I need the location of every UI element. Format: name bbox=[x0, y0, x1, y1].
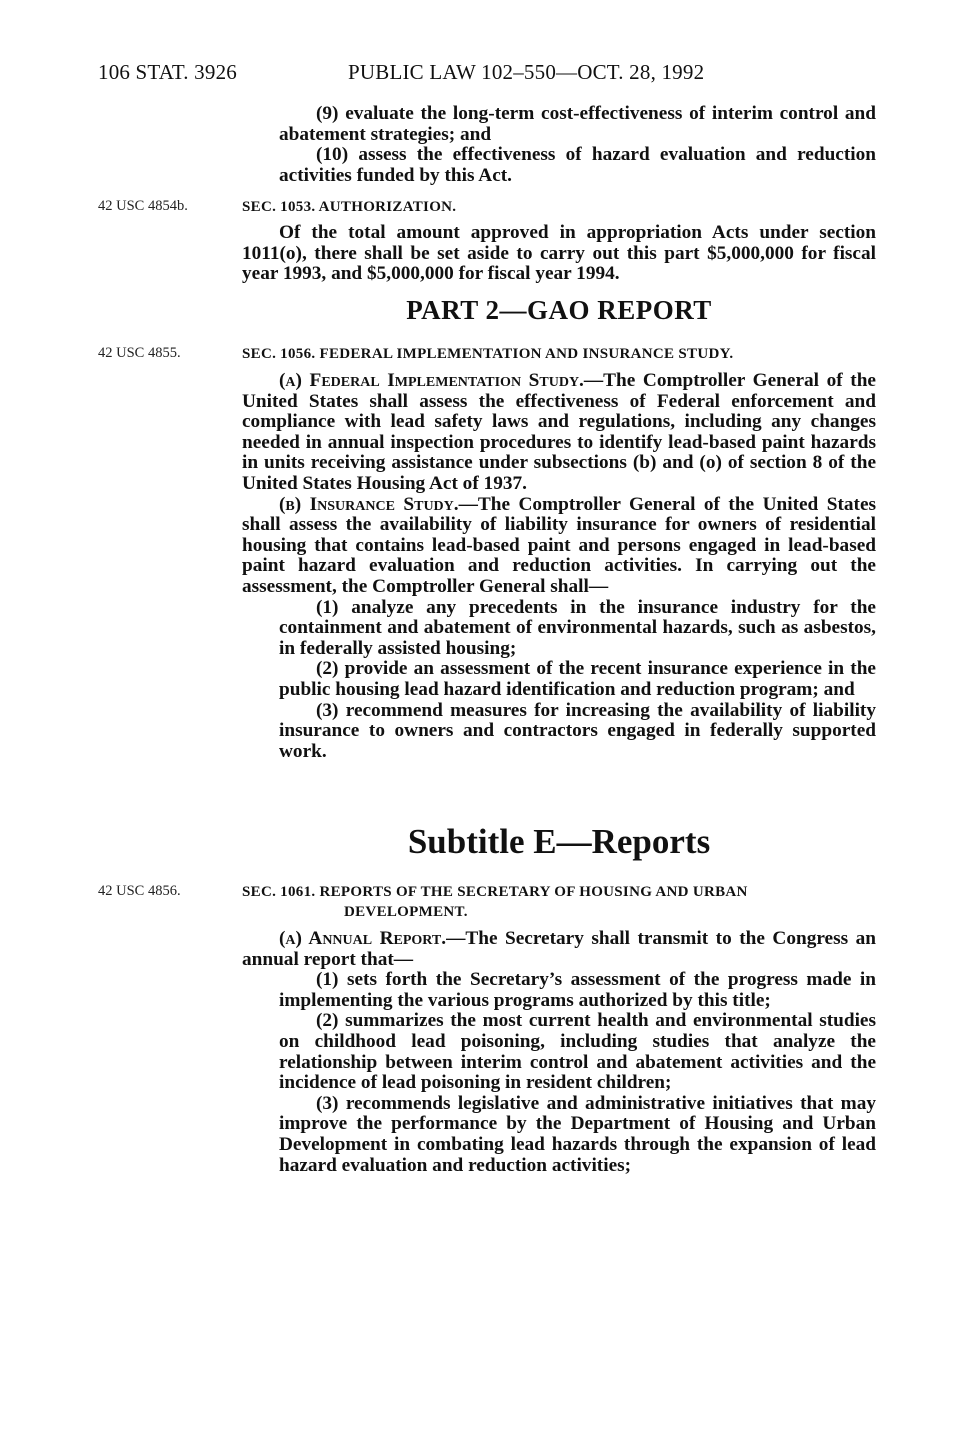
sec-1056-body bbox=[242, 371, 876, 762]
part-2-heading: PART 2—GAO REPORT bbox=[406, 295, 712, 325]
sec-1061-a-text: —The Secretary shall transmit to the Congress an annual report that— bbox=[242, 928, 876, 970]
sec-1053-body bbox=[242, 223, 876, 285]
sec-1056-item-1: (1) analyze any precedents in the insurance industry for the containment and abatement of environmental hazards, such as asbestos, in federally assisted housing; bbox=[279, 596, 876, 659]
sec-1061-a bbox=[242, 929, 876, 970]
sec-1061-heading-line1: SEC. 1061. REPORTS OF THE SECRETARY OF HOUSING AND URBAN bbox=[242, 884, 748, 900]
sec-1056-a bbox=[242, 371, 876, 495]
sec-1053-heading: SEC. 1053. AUTHORIZATION. bbox=[242, 199, 457, 215]
sec-1056-b bbox=[242, 495, 876, 598]
sec-1053-text: Of the total amount approved in appropriation Acts under section 1011(o), there shall be set aside to carry out this part $5,000,000 for fiscal year 1993, and $5,000,000 for fiscal year 1994. bbox=[242, 222, 876, 285]
running-title: PUBLIC LAW 102–550—OCT. 28, 1992 bbox=[348, 60, 705, 84]
sec-1056-heading: SEC. 1056. FEDERAL IMPLEMENTATION AND INSURANCE STUDY. bbox=[242, 346, 734, 362]
margin-note-4855: 42 USC 4855. bbox=[98, 345, 181, 361]
sec-1056-b-text: —The Comptroller General of the United States shall assess the availability of liability insurance for owners of residential housing that contains lead-based paint and persons engaged in lead-based paint hazard evaluation and reduction activities. In carrying out the assessment, the Comptroller General shall— bbox=[242, 493, 877, 597]
sec-1056-a-label: (a) Federal Implementation Study. bbox=[279, 370, 584, 391]
sec-1061-item-2: (2) summarizes the most current health and environmental studies on childhood lead poisoning, including studies that analyze the relationship between interim control and abatement activities and the incidence of lead poisoning in resident children; bbox=[279, 1010, 876, 1094]
sec-1061-item-1: (1) sets forth the Secretary’s assessment of the progress made in implementing the various programs authorized by this title; bbox=[279, 969, 876, 1011]
sec-1061-heading-line2: DEVELOPMENT. bbox=[344, 904, 468, 920]
sec-1061-heading bbox=[242, 882, 876, 922]
sec-1061-item-3: (3) recommends legislative and administrative initiatives that may improve the performance by the Department of Housing and Urban Development in combating lead hazards through the expansion of lead hazard evaluation and reduction activities; bbox=[279, 1092, 876, 1176]
item-9: (9) evaluate the long-term cost-effectiveness of interim control and abatement strategies; and bbox=[279, 103, 876, 145]
page-reference: 106 STAT. 3926 bbox=[98, 60, 237, 84]
top-items bbox=[242, 104, 876, 186]
sec-1061-a-label: (a) Annual Report. bbox=[279, 928, 447, 949]
margin-note-4856: 42 USC 4856. bbox=[98, 883, 181, 899]
sec-1056-b-label: (b) Insurance Study. bbox=[279, 493, 459, 515]
sec-1056-item-2: (2) provide an assessment of the recent insurance experience in the public housing lead hazard identification and reduction program; and bbox=[279, 658, 876, 700]
subtitle-e-heading: Subtitle E—Reports bbox=[407, 822, 711, 861]
margin-note-4854b: 42 USC 4854b. bbox=[98, 198, 188, 214]
sec-1056-item-3: (3) recommend measures for increasing the availability of liability insurance to owners and contractors engaged in federally supported work. bbox=[279, 699, 876, 762]
sec-1061-body bbox=[242, 929, 876, 1176]
sec-1056-a-text: —The Comptroller General of the United States shall assess the effectiveness of Federal enforcement and compliance with lead safety laws and regulations, including any changes needed in annual inspection procedures to identify lead-based paint hazards in units receiving assistance under subsections (b) and (o) of section 8 of the United States Housing Act of 1937. bbox=[242, 370, 876, 494]
item-10: (10) assess the effectiveness of hazard evaluation and reduction activities funded by this Act. bbox=[279, 144, 876, 186]
